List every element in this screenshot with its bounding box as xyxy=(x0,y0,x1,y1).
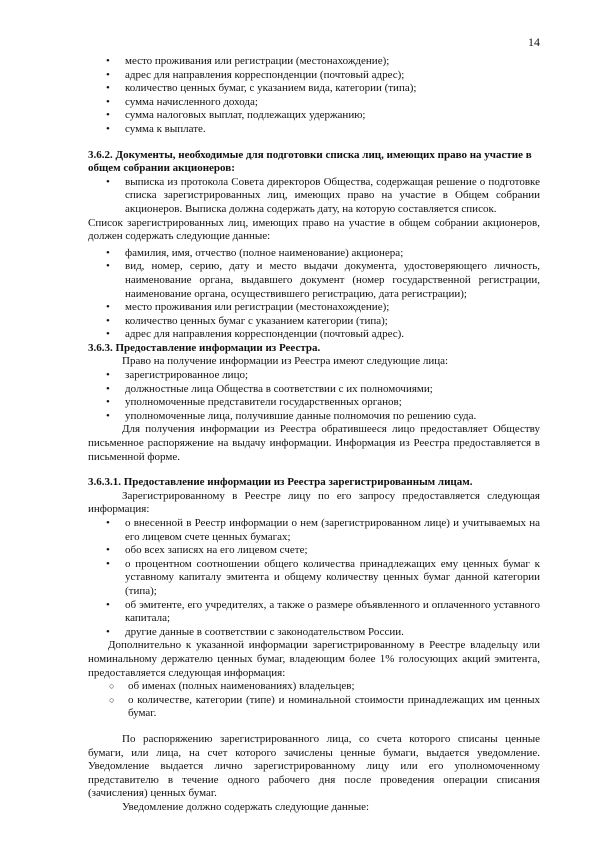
list-item: • уполномоченные представители государственных органов; xyxy=(88,396,540,410)
list-item: • о внесенной в Реестр информации о нем (зарегистрированном лице) и учитываемых на его лицевом счете ценных бумагах; xyxy=(88,517,540,544)
income-data-list xyxy=(88,55,540,137)
list-item: • зарегистрированное лицо; xyxy=(88,369,540,383)
list-item: • место проживания или регистрации (местонахождение); xyxy=(88,55,540,69)
list-item: • количество ценных бумаг с указанием категории (типа); xyxy=(88,315,540,329)
paragraph: По распоряжению зарегистрированного лица, со счета которого списаны ценные бумаги, или лица, на счет которого зачислены ценные бумаги, выдается уведомление. Уведомление выдается лично зарегистрированному лицу или его уполномоченному представителю в течение одного рабочего дня после проведения операции списания (зачисления) ценных бумаг. xyxy=(88,732,540,800)
list-item: • сумма к выплате. xyxy=(88,123,540,137)
list-item: • фамилия, имя, отчество (полное наименование) акционера; xyxy=(88,247,540,261)
list-item: • обо всех записях на его лицевом счете; xyxy=(88,544,540,558)
page-content xyxy=(88,55,540,814)
list-item: • количество ценных бумаг, с указанием вида, категории (типа); xyxy=(88,82,540,96)
info-recipients-list xyxy=(88,369,540,423)
list-item: • вид, номер, серию, дату и место выдачи документа, удостоверяющего личность, наименование органа, выдавшего документ (номер государственной регистрации, наименование органа, осуществившего регистрацию, дата регистрации); xyxy=(88,260,540,301)
documents-list xyxy=(88,176,540,217)
list-item: • уполномоченные лица, получившие данные полномочия по решению суда. xyxy=(88,410,540,424)
page-number: 14 xyxy=(528,35,540,49)
list-item: ○ о количестве, категории (типе) и номинальной стоимости принадлежащих им ценных бумаг. xyxy=(88,694,540,721)
paragraph: Дополнительно к указанной информации зарегистрированному в Реестре владельцу или номинальному держателю ценных бумаг, владеющим более 1% голосующих акций эмитента, предоставляется следующая информация: xyxy=(88,639,540,679)
section-heading-3-6-3-1: 3.6.3.1. Предоставление информации из Реестра зарегистрированным лицам. xyxy=(88,476,473,489)
list-item: • выписка из протокола Совета директоров Общества, содержащая решение о подготовке списка зарегистрированных лиц, имеющих право на участие в Общем собрании акционеров. Выписка должна содержать дату, на которую составляется список. xyxy=(88,176,540,217)
paragraph: Уведомление должно содержать следующие данные: xyxy=(122,800,370,813)
section-heading-3-6-2: 3.6.2. Документы, необходимые для подготовки списка лиц, имеющих право на участие в общем собрании акционеров: xyxy=(88,148,532,175)
section-heading-3-6-3: 3.6.3. Предоставление информации из Реестра. xyxy=(88,341,321,354)
list-item: • должностные лица Общества в соответствии с их полномочиями; xyxy=(88,383,540,397)
list-item: • адрес для направления корреспонденции (почтовый адрес). xyxy=(88,328,540,342)
list-item: • об эмитенте, его учредителях, а также о размере объявленного и оплаченного уставного капитала; xyxy=(88,599,540,626)
shareholder-list-data xyxy=(88,247,540,342)
list-item: • сумма налоговых выплат, подлежащих удержанию; xyxy=(88,109,540,123)
list-item: • о процентном соотношении общего количества принадлежащих ему ценных бумаг к уставному капиталу эмитента и общему количеству ценных бумаг данной категории (типа); xyxy=(88,558,540,599)
list-item: • сумма начисленного дохода; xyxy=(88,96,540,110)
list-item: ○ об именах (полных наименованиях) владельцев; xyxy=(88,680,540,694)
paragraph: Для получения информации из Реестра обратившееся лицо предоставляет Обществу письменное распоряжение на выдачу информации. Информация из Реестра предоставляется в письменной форме. xyxy=(88,423,540,463)
list-item: • место проживания или регистрации (местонахождение); xyxy=(88,301,540,315)
holder-info-list xyxy=(88,517,540,639)
paragraph: Список зарегистрированных лиц, имеющих право на участие в общем собрании акционеров, должен содержать следующие данные: xyxy=(88,216,540,243)
paragraph: Зарегистрированному в Реестре лицу по его запросу предоставляется следующая информация: xyxy=(88,489,540,516)
paragraph: Право на получение информации из Реестра имеют следующие лица: xyxy=(122,355,449,368)
list-item: • другие данные в соответствии с законодательством России. xyxy=(88,626,540,640)
list-item: • адрес для направления корреспонденции (почтовый адрес); xyxy=(88,69,540,83)
additional-info-list xyxy=(88,680,540,721)
